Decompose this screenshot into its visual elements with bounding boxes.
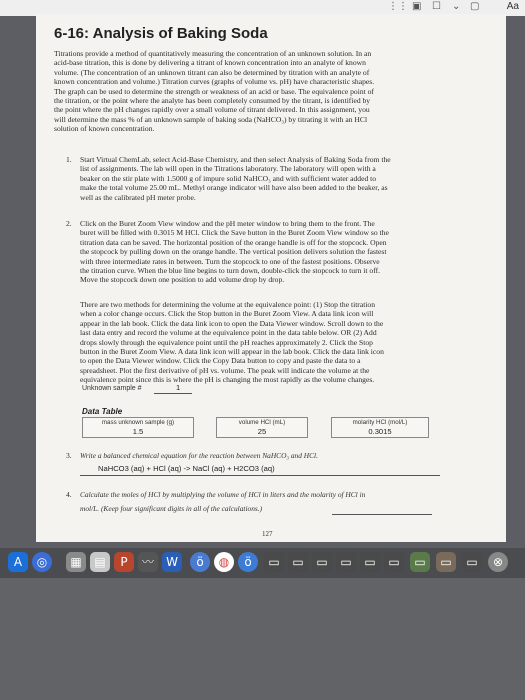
volume-cell[interactable] <box>216 417 308 438</box>
step-line: button in the Buret Zoom View. A data link icon will appear in the lab book. Click the data link icon <box>80 347 384 357</box>
intro-line: Titrations provide a method of quantitatively measuring the concentration of an unknown solution. In an <box>54 49 372 58</box>
mass-header: mass unknown sample (g) <box>101 419 175 426</box>
frame-icon[interactable]: ▢ <box>470 1 480 12</box>
step-line: Move the stopcock down one position to add volume drop by drop. <box>80 275 285 285</box>
intro-line: the titration, or the point where the analyte has been completely consumed by the titrant, is identified by <box>54 96 371 106</box>
answer-underline <box>332 514 432 515</box>
step-line: well as the calibrated pH meter probe. <box>80 192 196 202</box>
molarity-header: molarity HCl (mol/L) <box>352 419 408 426</box>
equivalence-methods-paragraph <box>80 300 494 385</box>
step-line: last data entry and record the volume at the equivalence point in the data table below. OR (2) Add <box>80 328 377 338</box>
window-thumbnail-icon[interactable]: ▭ <box>360 552 380 572</box>
intro-line: the point where the pH changes rapidly over a small volume of titrant delivered. In this assignment, you <box>54 105 370 115</box>
data-table-title: Data Table <box>82 407 123 416</box>
step-line: the stopcock by pulling down on the orange handle. The vertical position delivers solution the fastest <box>80 247 387 257</box>
app-icon[interactable]: ö <box>238 552 258 572</box>
window-thumbnail-icon[interactable]: ▭ <box>312 552 332 572</box>
step-line: buret will be filled with 0.3015 M HCl. Click the Save button in the Buret Zoom View window so the <box>80 228 389 238</box>
screen-bezel <box>0 578 525 700</box>
step-line: to open the Data Viewer window. Click the Copy Data button to copy and paste the data to a <box>80 356 361 366</box>
question-3-number: 3. <box>66 451 72 460</box>
molarity-cell[interactable] <box>331 417 429 438</box>
app-icon[interactable]: ▦ <box>66 552 86 572</box>
app-store-icon[interactable]: A <box>8 552 28 572</box>
volume-value: 25 <box>257 427 267 436</box>
question-3-answer[interactable]: NaHCO3 (aq) + HCl (aq) -> NaCl (aq) + H2CO3 (aq) <box>98 464 275 473</box>
question-4-text-line-1: Calculate the moles of HCl by multiplying the volume of HCl in liters and the molarity of HCl in <box>80 490 366 499</box>
intro-paragraph <box>54 49 494 134</box>
intro-line: known concentration and volume.) Titration curves (graphs of volume vs. pH) have characteristic shapes. <box>54 77 375 87</box>
step-2-number: 2. <box>66 219 72 228</box>
unknown-sample-underline <box>154 393 192 394</box>
powerpoint-icon[interactable]: P <box>114 552 134 572</box>
window-thumbnail-icon[interactable]: ▭ <box>384 552 404 572</box>
text-size-button[interactable]: Aa <box>506 1 519 12</box>
window-thumbnail-icon[interactable]: ▭ <box>336 552 356 572</box>
step-line: Click on the Buret Zoom View window and the pH meter window to bring them to the front. The <box>80 219 375 228</box>
unknown-sample-label: Unknown sample # <box>82 385 142 392</box>
window-thumbnail-icon[interactable]: ▭ <box>462 552 482 572</box>
window-thumbnail-icon[interactable]: ▭ <box>410 552 430 572</box>
word-icon[interactable]: W <box>162 552 182 572</box>
step-line: beaker on the stir plate with 1.5000 g of impure solid NaHCO₃ and with sufficient water added to <box>80 173 377 183</box>
window-icon[interactable]: ☐ <box>432 1 441 12</box>
page-title: 6-16: Analysis of Baking Soda <box>54 25 268 42</box>
window-thumbnail-icon[interactable]: ▭ <box>436 552 456 572</box>
window-thumbnail-icon[interactable]: ▭ <box>288 552 308 572</box>
stocks-icon[interactable]: 〰 <box>138 552 158 572</box>
step-line: list of assignments. The lab will open in the Titrations laboratory. The laboratory will open with a <box>80 164 376 174</box>
step-line: when a color change occurs. Click the Stop button in the Buret Zoom View. A data link icon will <box>80 309 374 319</box>
app-icon[interactable]: ö <box>190 552 210 572</box>
step-2-text <box>80 219 494 285</box>
question-4-number: 4. <box>66 490 72 499</box>
intro-line: acid-base titration, this is done by delivering a titrant of known concentration into an analyte of known <box>54 58 366 68</box>
step-line: titration data can be saved. The horizontal position of the orange handle is off for the stopcock. Open <box>80 237 387 247</box>
step-line: drops slowly through the equivalence point until the pH reaches approximately 2. Click the Stop <box>80 337 373 347</box>
intro-line: solution of known concentration. <box>54 124 155 134</box>
step-line: appear in the lab book. Click the data link icon to open the Data Viewer window. Scroll down to the <box>80 318 384 328</box>
step-line: make the total volume 25.00 mL. Methyl orange indicator will have also been added to the beaker, as <box>80 183 388 193</box>
taskbar-dock <box>0 548 525 578</box>
molarity-value: 0.3015 <box>368 427 392 436</box>
step-1-number: 1. <box>66 155 72 164</box>
question-4-text-line-2: mol/L. (Keep four significant digits in all of the calculations.) <box>80 504 263 513</box>
step-line: with three intermediate rates in between. Turn the stopcock to one of the fastest positions. Observe <box>80 256 380 266</box>
intro-line: will determine the mass % of an unknown sample of baking soda (NaHCO₃) by titrating it with an HCl <box>54 114 368 124</box>
step-line: equivalence point since this is where the pH is changing the most rapidly as the volume changes. <box>80 375 375 385</box>
mass-value: 1.5 <box>132 427 144 436</box>
unknown-sample-value[interactable]: 1 <box>176 383 181 392</box>
step-line: the titration curve. When the blue line begins to turn down, double-click the stopcock to turn it off. <box>80 266 381 276</box>
app-icon[interactable]: ▤ <box>90 552 110 572</box>
page-number: 127 <box>262 530 273 538</box>
trash-icon[interactable]: ⊗ <box>488 552 508 572</box>
app-icon[interactable]: ◍ <box>214 552 234 572</box>
chevron-down-icon[interactable]: ⌄ <box>452 1 461 12</box>
intro-line: The graph can be used to determine the strength or weakness of an acid or base. The equivalence point of <box>54 86 374 96</box>
document-page <box>36 14 506 542</box>
step-line: Start Virtual ChemLab, select Acid-Base Chemistry, and then select Analysis of Baking Soda from the <box>80 155 391 164</box>
tab-icon[interactable]: ▣ <box>412 1 422 12</box>
answer-underline <box>80 475 440 476</box>
step-1-text <box>80 155 494 202</box>
window-thumbnail-icon[interactable]: ▭ <box>264 552 284 572</box>
volume-header: volume HCl (mL) <box>238 419 286 426</box>
safari-icon[interactable]: ◎ <box>32 552 52 572</box>
step-line: There are two methods for determining the volume at the equivalence point: (1) Stop the titration <box>80 300 376 309</box>
mass-cell[interactable] <box>82 417 194 438</box>
intro-line: volume. (The concentration of an unknown titrant can also be determined by titration with an analyte of <box>54 67 370 77</box>
grid-icon[interactable]: ⋮⋮ <box>388 1 408 12</box>
question-3-text: Write a balanced chemical equation for the reaction between NaHCO₃ and HCl. <box>80 451 318 460</box>
step-line: spreadsheet. Plot the first derivative of pH vs. volume. The peak will indicate the volume at the <box>80 365 370 375</box>
